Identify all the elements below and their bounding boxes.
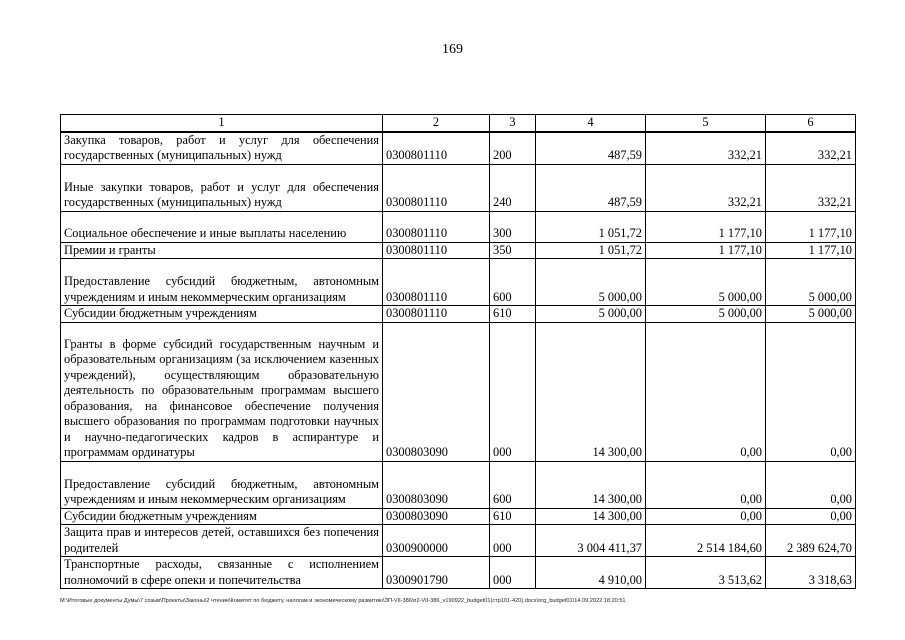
amount-col6-cell: 0,00 (766, 461, 856, 508)
row-name-cell: Социальное обеспечение и иные выплаты населению (61, 211, 383, 242)
document-file-path: M:\Итоговые документы Думы\7 созыв\Проекты\Законы\2 чтение\Комитет по бюджету, налогам и экономическому развитию\ЗП-VII-386\п2-VII-386_v190922_budget01(стр101-420).docx\org_budget01\14.09.2022 18:20:51 (60, 598, 626, 604)
table-row (61, 242, 856, 259)
table-row (61, 259, 856, 306)
amount-col5-cell: 332,21 (646, 132, 766, 165)
expense-type-cell: 000 (490, 322, 536, 461)
expense-type-cell: 600 (490, 259, 536, 306)
column-header: 2 (383, 115, 490, 132)
row-name-cell: Закупка товаров, работ и услуг для обеспечения государственных (муниципальных) нужд (61, 132, 383, 165)
amount-col4-cell: 14 300,00 (536, 461, 646, 508)
row-name-cell: Защита прав и интересов детей, оставшихся без попечения родителей (61, 525, 383, 557)
row-name-cell: Премии и гранты (61, 242, 383, 259)
amount-col5-cell: 1 177,10 (646, 211, 766, 242)
amount-col4-cell: 5 000,00 (536, 259, 646, 306)
amount-col5-cell: 5 000,00 (646, 259, 766, 306)
amount-col5-cell: 0,00 (646, 322, 766, 461)
amount-col6-cell: 332,21 (766, 164, 856, 211)
amount-col6-cell: 3 318,63 (766, 557, 856, 589)
amount-col6-cell: 1 177,10 (766, 242, 856, 259)
table-row (61, 132, 856, 165)
target-code-cell: 0300901790 (383, 557, 490, 589)
amount-col5-cell: 3 513,62 (646, 557, 766, 589)
row-name-cell: Гранты в форме субсидий государственным научным и образовательным организациям (за исключением казенных учреждений), осуществляющим образовательную деятельность по образовательным программам высшего образования, на финансовое обеспечение получения высшего образования по программам подготовки научных и научно-педагогических кадров в аспирантуре и программам ординатуры (61, 322, 383, 461)
column-header: 1 (61, 115, 383, 132)
expense-type-cell: 000 (490, 525, 536, 557)
table-row (61, 211, 856, 242)
row-name-cell: Субсидии бюджетным учреждениям (61, 508, 383, 525)
budget-table (60, 114, 856, 589)
amount-col6-cell: 1 177,10 (766, 211, 856, 242)
amount-col4-cell: 4 910,00 (536, 557, 646, 589)
amount-col5-cell: 0,00 (646, 508, 766, 525)
amount-col5-cell: 0,00 (646, 461, 766, 508)
amount-col4-cell: 1 051,72 (536, 211, 646, 242)
target-code-cell: 0300801110 (383, 306, 490, 323)
expense-type-cell: 000 (490, 557, 536, 589)
target-code-cell: 0300801110 (383, 132, 490, 165)
column-header: 6 (766, 115, 856, 132)
page-number: 169 (442, 42, 463, 57)
expense-type-cell: 350 (490, 242, 536, 259)
expense-type-cell: 200 (490, 132, 536, 165)
amount-col4-cell: 14 300,00 (536, 322, 646, 461)
amount-col6-cell: 332,21 (766, 132, 856, 165)
table-row (61, 306, 856, 323)
column-header: 3 (490, 115, 536, 132)
amount-col6-cell: 0,00 (766, 508, 856, 525)
budget-table-body (61, 115, 856, 589)
expense-type-cell: 300 (490, 211, 536, 242)
table-row (61, 322, 856, 461)
amount-col4-cell: 3 004 411,37 (536, 525, 646, 557)
target-code-cell: 0300900000 (383, 525, 490, 557)
target-code-cell: 0300803090 (383, 461, 490, 508)
row-name-cell: Транспортные расходы, связанные с исполнением полномочий в сфере опеки и попечительства (61, 557, 383, 589)
table-row (61, 164, 856, 211)
row-name-cell: Предоставление субсидий бюджетным, автономным учреждениям и иным некоммерческим организациям (61, 461, 383, 508)
table-header-row (61, 115, 856, 132)
column-header: 4 (536, 115, 646, 132)
target-code-cell: 0300801110 (383, 259, 490, 306)
amount-col6-cell: 5 000,00 (766, 259, 856, 306)
target-code-cell: 0300803090 (383, 508, 490, 525)
amount-col5-cell: 1 177,10 (646, 242, 766, 259)
amount-col6-cell: 2 389 624,70 (766, 525, 856, 557)
amount-col4-cell: 487,59 (536, 132, 646, 165)
expense-type-cell: 610 (490, 306, 536, 323)
amount-col4-cell: 14 300,00 (536, 508, 646, 525)
target-code-cell: 0300801110 (383, 242, 490, 259)
expense-type-cell: 610 (490, 508, 536, 525)
table-row (61, 525, 856, 557)
target-code-cell: 0300803090 (383, 322, 490, 461)
amount-col6-cell: 0,00 (766, 322, 856, 461)
target-code-cell: 0300801110 (383, 164, 490, 211)
table-row (61, 557, 856, 589)
row-name-cell: Субсидии бюджетным учреждениям (61, 306, 383, 323)
row-name-cell: Предоставление субсидий бюджетным, автономным учреждениям и иным некоммерческим организациям (61, 259, 383, 306)
amount-col4-cell: 487,59 (536, 164, 646, 211)
amount-col5-cell: 332,21 (646, 164, 766, 211)
table-row (61, 508, 856, 525)
amount-col4-cell: 1 051,72 (536, 242, 646, 259)
amount-col5-cell: 2 514 184,60 (646, 525, 766, 557)
amount-col5-cell: 5 000,00 (646, 306, 766, 323)
amount-col6-cell: 5 000,00 (766, 306, 856, 323)
target-code-cell: 0300801110 (383, 211, 490, 242)
table-row (61, 461, 856, 508)
row-name-cell: Иные закупки товаров, работ и услуг для обеспечения государственных (муниципальных) нужд (61, 164, 383, 211)
column-header: 5 (646, 115, 766, 132)
expense-type-cell: 240 (490, 164, 536, 211)
amount-col4-cell: 5 000,00 (536, 306, 646, 323)
expense-type-cell: 600 (490, 461, 536, 508)
